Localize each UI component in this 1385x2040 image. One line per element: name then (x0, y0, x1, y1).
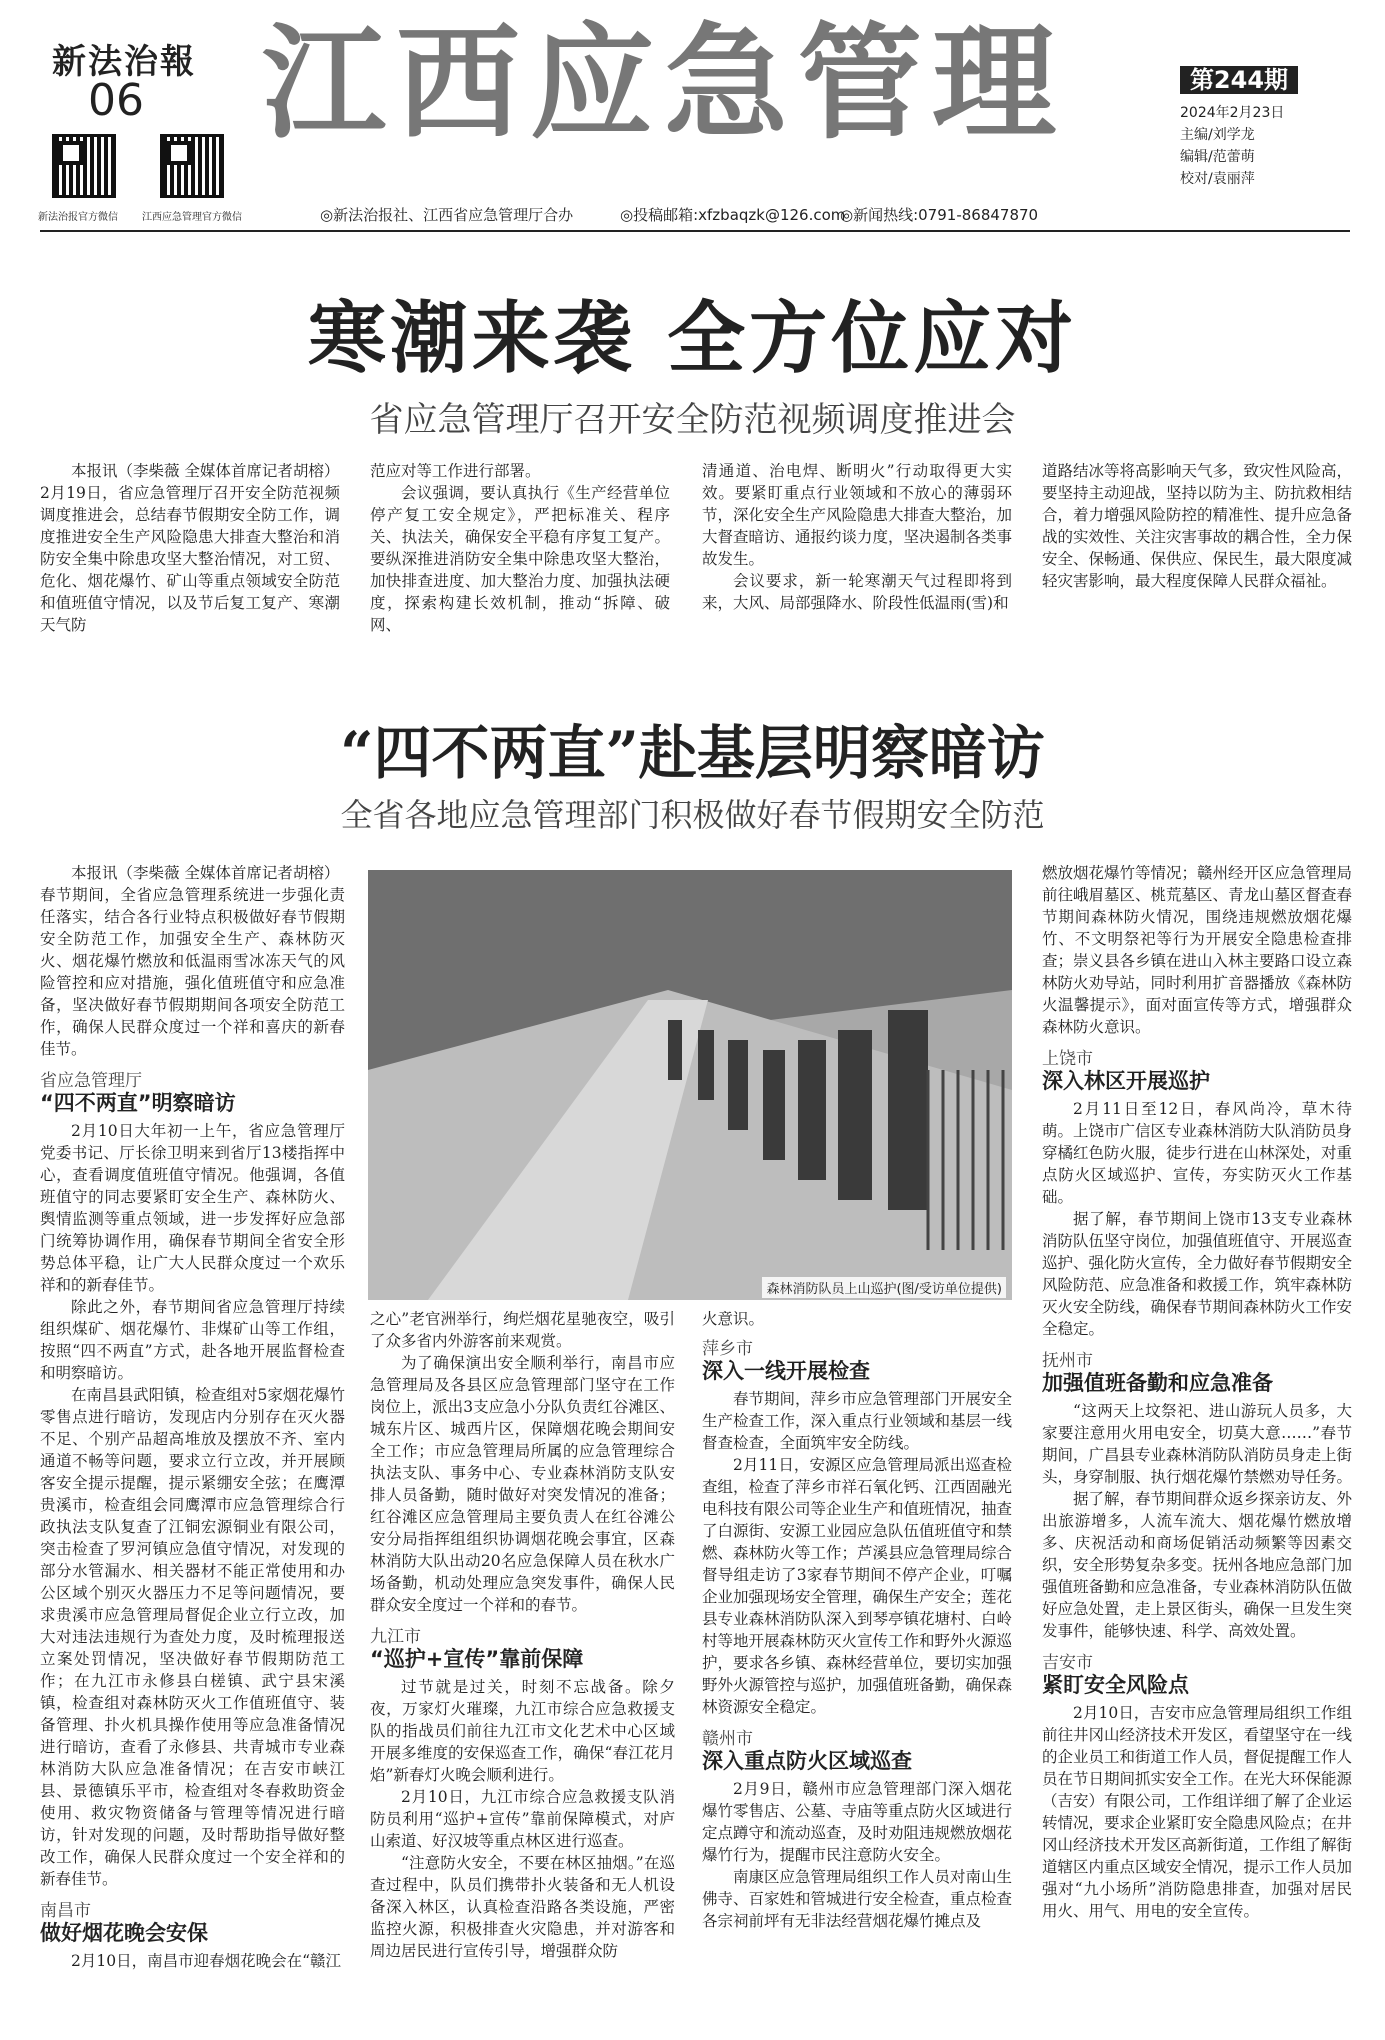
paragraph: 会议要求，新一轮寒潮天气过程即将到来，大风、局部强降水、阶段性低温雨(雪)和 (702, 572, 1012, 612)
paragraph: 2月10日大年初一上午，省应急管理厅党委书记、厅长徐卫明来到省厅13楼指挥中心，查看调度值班值守情况。他强调，各值班值守的同志要紧盯安全生产、森林防火、舆情监测等重点领域，进一步发挥好应急部门统筹协调作用，确保春节期间全省安全形势总体平稳，让广大人民群众度过一个欢乐祥和的新春佳节。 (40, 1122, 345, 1294)
paragraph: 在南昌县武阳镇，检查组对5家烟花爆竹零售点进行暗访，发现店内分别存在灭火器不足、个别产品超高堆放及摆放不齐、室内通道不畅等问题，要求立行立改，并开展顾客安全提示提醒，提示紧绷安全弦；在鹰潭贵溪市，检查组会同鹰潭市应急管理综合行政执法支队复查了江铜宏源铜业有限公司，突击检查了罗河镇应急值守情况，对发现的部分水管漏水、相关器材不能正常使用和办公区域个别灭火器压力不足等问题情况，要求贵溪市应急管理局督促企业立行立改，加大对违法违规行为查处力度，及时梳理报送立案处罚情况，坚决做好春节假期防范工作；在九江市永修县白槎镇、武宁县宋溪镇，检查组对森林防灭火工作值班值守、装备管理、扑火机具操作使用等应急准备情况进行暗访，查看了永修县、共青城市专业森林消防大队应急准备情况；在吉安市峡江县、景德镇乐平市，检查组对冬春救助资金使用、救灾物资储备与管理等情况进行暗访，针对发现的问题，及时帮助指导做好整改工作，确保人民群众度过一个安全祥和的新春佳节。 (40, 1386, 345, 1888)
paragraph: 2月19日，省应急管理厅召开安全防范视频调度推进会，总结春节假期安全防工作，调度推进安全生产风险隐患大排查大整治和消防安全集中除患攻坚大整治情况，对工贸、危化、烟花爆竹、矿山等重点领域安全防范和值班值守情况，以及节后复工复产、寒潮天气防 (40, 484, 340, 634)
article1-column (370, 460, 670, 636)
paragraph: 南康区应急管理局组织工作人员对南山生佛寺、百家姓和管城进行安全检查，重点检查各宗祠前坪有无非法经营烟花爆竹摊点及 (702, 1868, 1013, 1930)
section-place: 抚州市 (1042, 1351, 1093, 1371)
section-title: 做好烟花晚会安保 (40, 1921, 208, 1945)
paragraph: 会议强调，要认真执行《生产经营单位停产复工安全规定》，严把标准关、程序关、执法关，确保安全平稳有序复工复产。要纵深推进消防安全集中除患攻坚大整治，加快排查进度、加大整治力度、加强执法硬度，探索构建长效机制，推动“拆障、破网、 (370, 484, 670, 634)
article2-column-1 (40, 862, 345, 1972)
qr-code-icon (160, 134, 224, 198)
editor: 编辑/范蕾萌 (1180, 149, 1255, 165)
qr-code-icon (52, 134, 116, 198)
paragraph: 2月10日，九江市综合应急救援支队消防员利用“巡护+宣传”靠前保障模式，对庐山索道、好汉坡等重点林区进行巡查。 (370, 1788, 675, 1850)
article2-headline: “四不两直”赴基层明察暗访 (340, 719, 1045, 787)
proofreader: 校对/袁丽萍 (1180, 171, 1255, 187)
paragraph: 2月10日，吉安市应急管理局组织工作组前往井冈山经济技术开发区，看望坚守在一线的企业员工和街道工作人员，督促提醒工作人员在节日期间抓实安全工作。在光大环保能源（吉安）有限公司，工作组详细了解了企业运转情况，要求企业紧盯安全隐患风险点；在井冈山经济技术开发区高新街道，工作组了解街道辖区内重点区域安全情况，提示工作人员加强对“九小场所”消防隐患排查，加强对居民用火、用气、用电的安全宣传。 (1042, 1704, 1353, 1920)
paragraph: 据了解，春节期间上饶市13支专业森林消防队伍坚守岗位，加强值班值守、开展巡查巡护、强化防火宣传，全力做好春节假期安全风险防范、应急准备和救援工作，筑牢森林防灭火安全防线，确保春节期间森林防火工作安全稳定。 (1042, 1210, 1353, 1338)
paragraph: 火意识。 (702, 1310, 765, 1328)
paragraph: 据了解，春节期间群众返乡探亲访友、外出旅游增多，人流车流大、烟花爆竹燃放增多、庆祝活动和商场促销活动频繁等因素交织，安全形势复杂多变。抚州各地应急部门加强值班备勤和应急准备，专业森林消防队伍做好应急处置，走上景区街头，确保一旦发生突发事件，能够快速、科学、高效处置。 (1042, 1490, 1353, 1640)
section-place: 九江市 (370, 1627, 421, 1647)
paragraph: 道路结冰等将高影响天气多，致灾性风险高，要坚持主动迎战，坚持以防为主、防抗救相结合，着力增强风险防控的精准性、提升应急备战的实效性、关注灾害事故的耦合性，全力保安全、保畅通、保供应、保民生，最大限度减轻灾害影响，最大程度保障人民群众福祉。 (1042, 462, 1353, 590)
section-title: “四不两直”明察暗访 (40, 1091, 236, 1115)
partners-line: ◎新法治报社、江西省应急管理厅合办 (320, 206, 574, 224)
section-place: 省应急管理厅 (40, 1071, 142, 1091)
email-line: ◎投稿邮箱:xfzbaqzk@126.com (620, 206, 846, 224)
masthead-rule (40, 230, 1350, 232)
paragraph: 2月9日，赣州市应急管理部门深入烟花爆竹零售店、公墓、寺庙等重点防火区域进行定点蹲守和流动巡查，及时劝阻违规燃放烟花爆竹行为，提醒市民注意防火安全。 (702, 1780, 1013, 1864)
paragraph: 燃放烟花爆竹等情况；赣州经开区应急管理局前往峨眉墓区、桃荒墓区、青龙山墓区督查春节期间森林防火情况，围绕违规燃放烟花爆竹、不文明祭祀等行为开展安全隐患检查排查；崇义县各乡镇在进山入林主要路口设立森林防火劝导站，同时利用扩音器播放《森林防火温馨提示》，面对面宣传等方式，增强群众森林防火意识。 (1042, 864, 1353, 1036)
qr-label: 江西应急管理官方微信 (142, 212, 242, 223)
article1-column (1042, 460, 1352, 592)
article1-subhead: 省应急管理厅召开安全防范视频调度推进会 (369, 400, 1016, 440)
article2-subhead: 全省各地应急管理部门积极做好春节假期安全防范 (340, 796, 1045, 834)
section-title: 紧盯安全风险点 (1042, 1673, 1189, 1697)
paragraph: “注意防火安全，不要在林区抽烟。”在巡查过程中，队员们携带扑火装备和无人机设备深入林区，认真检查沿路各类设施，严密监控火源，积极排查火灾隐患，并对游客和周边居民进行宣传引导，增强群众防 (370, 1854, 675, 1960)
paragraph: 之心”老官洲举行，绚烂烟花星驰夜空，吸引了众多省内外游客前来观赏。 (370, 1310, 675, 1350)
section-place: 上饶市 (1042, 1049, 1093, 1069)
section-place: 吉安市 (1042, 1653, 1093, 1673)
section-place: 赣州市 (702, 1729, 753, 1749)
article1-column (40, 460, 340, 636)
section-title: 加强值班备勤和应急准备 (1042, 1371, 1273, 1395)
qr-label: 新法治报官方微信 (38, 212, 118, 223)
paragraph: 春节期间，萍乡市应急管理部门开展安全生产检查工作，深入重点行业领域和基层一线督查检查，全面筑牢安全防线。 (702, 1390, 1013, 1452)
section-place: 南昌市 (40, 1901, 91, 1921)
photo-caption: 森林消防队员上山巡护(图/受访单位提供) (762, 1277, 1006, 1298)
paragraph: 春节期间，全省应急管理系统进一步强化责任落实，结合各行业特点积极做好春节假期安全防范工作，加强安全生产、森林防灭火、烟花爆竹燃放和低温雨雪冰冻天气的风险管控和应对措施，强化值班值守和应急准备，坚决做好春节假期期间各项安全防范工作，确保人民群众度过一个祥和喜庆的新春佳节。 (40, 886, 345, 1058)
paragraph: 清通道、治电焊、断明火”行动取得更大实效。要紧盯重点行业领域和不放心的薄弱环节，深化安全生产风险隐患大排查大整治，加大督查暗访、通报约谈力度，坚决遏制各类事故发生。 (702, 462, 1013, 568)
issue-number: 第244期 (1180, 66, 1298, 94)
paragraph: 范应对等工作进行部署。 (370, 462, 541, 480)
byline: 本报讯（李柴薇 全媒体首席记者胡榕） (71, 864, 340, 882)
editor-chief: 主编/刘学龙 (1180, 127, 1255, 143)
masthead-title: 江西应急管理 (262, 11, 1067, 156)
hotline-line: ◎新闻热线:0791-86847870 (840, 206, 1039, 224)
byline: 本报讯（李柴薇 全媒体首席记者胡榕） (71, 462, 340, 480)
paragraph: 为了确保演出安全顺利举行，南昌市应急管理局及各县区应急管理部门坚守在工作岗位上，派出3支应急小分队负责红谷滩区、城东片区、城西片区，保障烟花晚会期间安全工作；市应急管理局所属的应急管理综合执法支队、事务中心、专业森林消防支队安排人员备勤，随时做好对突发情况的准备；红谷滩区应急管理局主要负责人在红谷滩公安分局指挥组组织协调烟花晚会事宜，区森林消防大队出动20名应急保障人员在秋水广场备勤，机动处理应急突发事件，确保人民群众安全度过一个祥和的春节。 (370, 1354, 675, 1614)
section-place: 萍乡市 (702, 1339, 753, 1359)
forest-patrol-photo (368, 870, 1012, 1300)
photo-illustration (368, 870, 1012, 1300)
paper-name: 新法治報 (52, 42, 196, 82)
article1-headline: 寒潮来袭 全方位应对 (307, 294, 1078, 384)
paragraph: 除此之外，春节期间省应急管理厅持续组织煤矿、烟花爆竹、非煤矿山等工作组，按照“四不两直”方式，赴各地开展监督检查和明察暗访。 (40, 1298, 345, 1382)
paragraph: 过节就是过关，时刻不忘战备。除夕夜，万家灯火璀璨，九江市综合应急救援支队的指战员们前往九江市文化艺术中心区域开展多维度的安保巡查工作，确保“春江花月焰”新春灯火晚会顺利进行。 (370, 1678, 675, 1784)
issue-date: 2024年2月23日 (1180, 105, 1285, 121)
article2-column-4 (1042, 862, 1352, 1922)
paragraph: 2月10日，南昌市迎春烟花晚会在“赣江 (71, 1952, 342, 1970)
paragraph: “这两天上坟祭祀、进山游玩人员多，大家要注意用火用电安全，切莫大意……”春节期间，广昌县专业森林消防队消防员身走上街头，身穿制服、执行烟花爆竹禁燃劝导任务。 (1042, 1402, 1353, 1486)
section-title: “巡护+宣传”靠前保障 (370, 1647, 584, 1671)
paragraph: 2月11日，安源区应急管理局派出巡查检查组，检查了萍乡市祥石氧化钙、江西固融光电科技有限公司等企业生产和值班情况，抽查了白源街、安源工业园应急队伍值班值守和禁燃、森林防火等工作；芦溪县应急管理局综合督导组走访了3家春节期间不停产企业，叮嘱企业加强现场安全管理，确保生产安全；莲花县专业森林消防队深入到琴亭镇花塘村、白岭村等地开展森林防灭火宣传工作和野外火源巡护，要求各乡镇、森林经营单位，要切实加强野外火源管控与巡护，加强值班备勤，确保森林资源安全稳定。 (702, 1456, 1013, 1716)
page-number: 06 (88, 75, 144, 126)
article2-column-3 (702, 1308, 1012, 1932)
section-title: 深入重点防火区域巡查 (702, 1749, 912, 1773)
paragraph: 2月11日至12日，春风尚冷，草木待萌。上饶市广信区专业森林消防大队消防员身穿橘红色防火服，徒步行进在山林深处，对重点防火区域巡护、宣传，夯实防灭火工作基础。 (1042, 1100, 1353, 1206)
article1-column (702, 460, 1012, 614)
section-title: 深入林区开展巡护 (1042, 1069, 1210, 1093)
article2-column-2 (370, 1308, 675, 1962)
section-title: 深入一线开展检查 (702, 1359, 870, 1383)
